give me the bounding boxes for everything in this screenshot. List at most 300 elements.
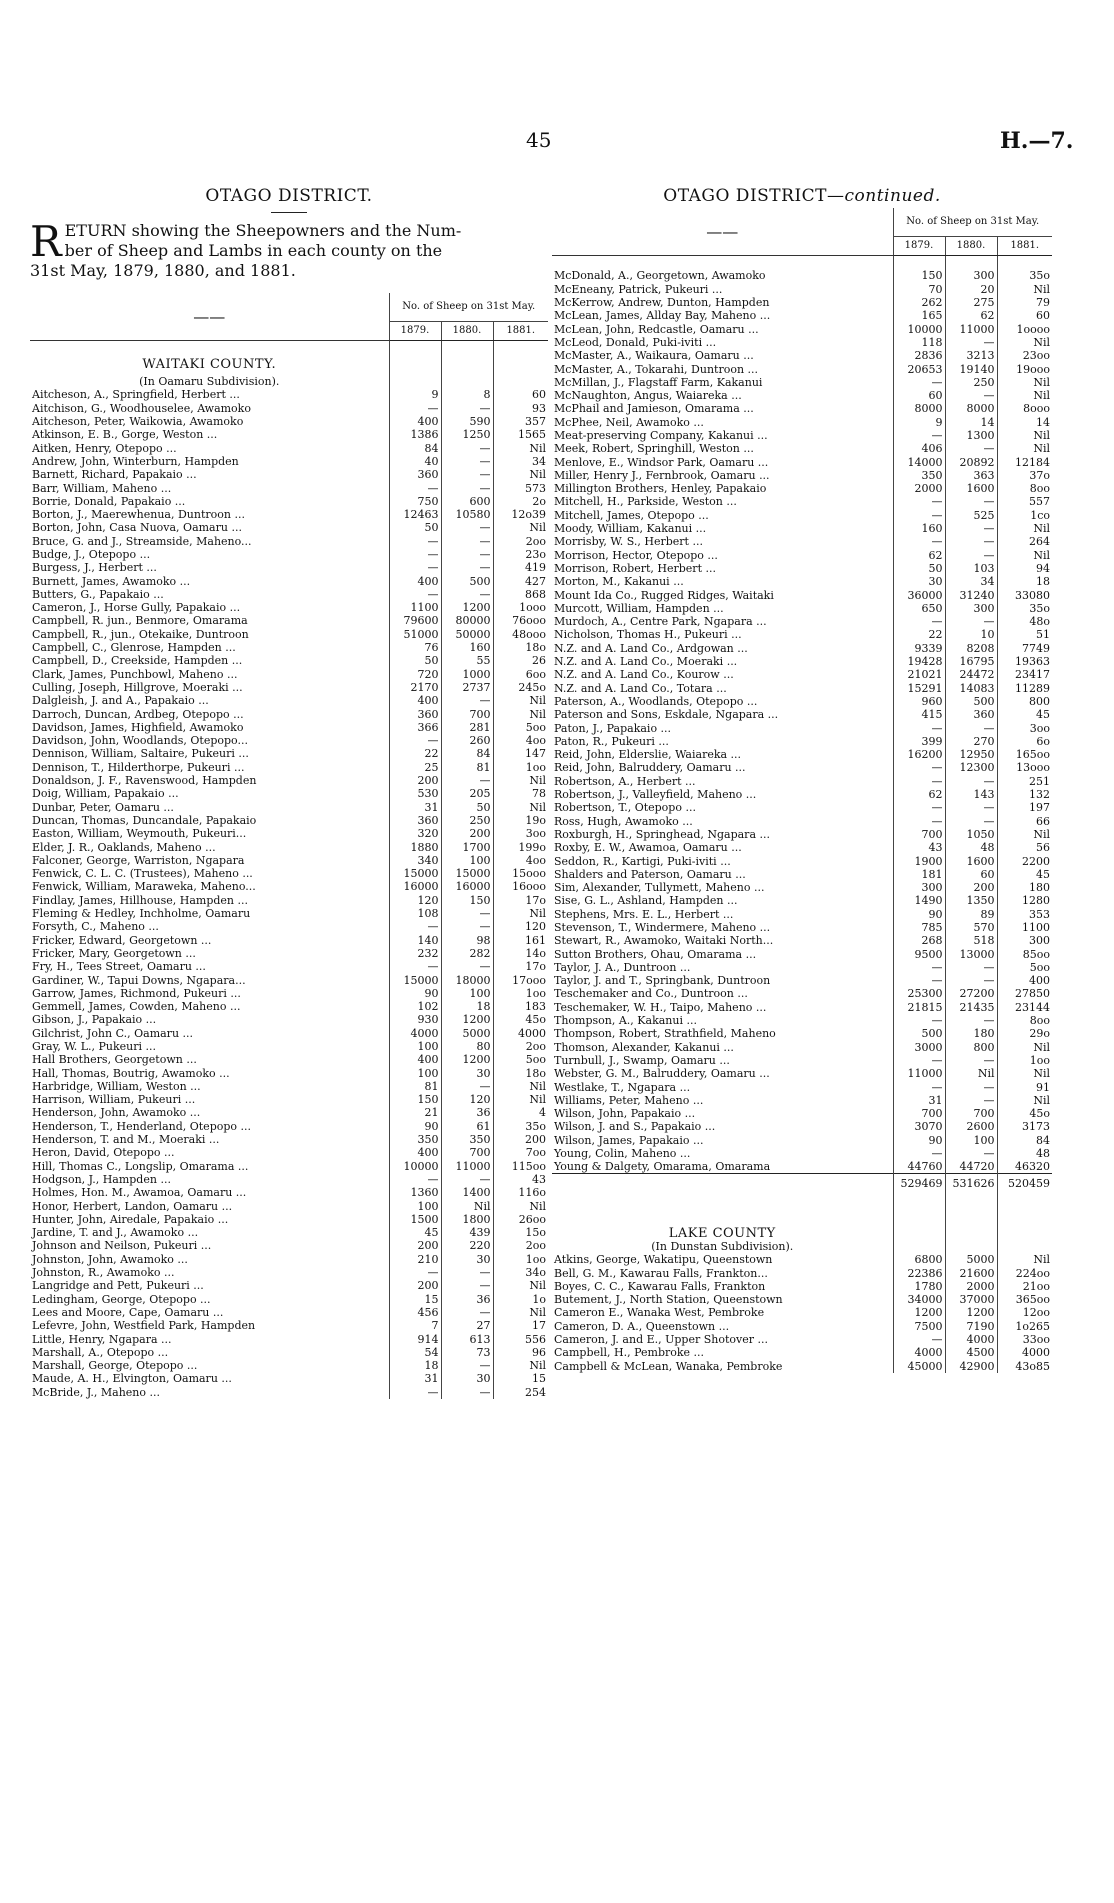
- table-row: [30, 1146, 548, 1159]
- count-1881: 35o: [997, 602, 1052, 615]
- table-row: [552, 402, 1052, 415]
- table-row: [30, 867, 548, 880]
- owner-name: Wilson, J. and S., Papakaio ...: [554, 1120, 716, 1134]
- table-row: [30, 1266, 548, 1279]
- count-1880: 1000: [441, 668, 493, 681]
- count-1880: 12300: [945, 761, 997, 774]
- owner-name: Boyes, C. C., Kawarau Falls, Frankton: [554, 1279, 766, 1293]
- count-1879: 84: [389, 441, 441, 454]
- count-1881: 8ooo: [997, 402, 1052, 415]
- owner-name: Findlay, James, Hillhouse, Hampden ...: [32, 893, 248, 907]
- owner-name: Harbridge, William, Weston ...: [32, 1079, 201, 1093]
- owner-name: Langridge and Pett, Pukeuri ...: [32, 1279, 204, 1293]
- page-number: 45: [526, 128, 552, 152]
- table-row: [552, 1160, 1052, 1174]
- table-row: [552, 934, 1052, 947]
- table-row: [30, 1239, 548, 1252]
- table-row: [30, 508, 548, 521]
- table-row: [552, 482, 1052, 495]
- table-row: [552, 1001, 1052, 1014]
- count-1879: —: [389, 734, 441, 747]
- count-1881: 1565: [493, 428, 548, 441]
- count-1879: —: [893, 1147, 945, 1160]
- count-1880: 100: [441, 987, 493, 1000]
- count-1881: 94: [997, 562, 1052, 575]
- table-row: [30, 1093, 548, 1106]
- owner-name: Borrie, Donald, Papakaio ...: [32, 494, 186, 508]
- count-1879: 650: [893, 602, 945, 615]
- count-1881: 1100: [997, 921, 1052, 934]
- count-1879: 10000: [389, 1160, 441, 1173]
- count-1880: 700: [441, 1146, 493, 1159]
- count-1879: 1900: [893, 854, 945, 867]
- table-row: [552, 362, 1052, 375]
- owner-name: Mitchell, James, Otepopo ...: [554, 508, 709, 522]
- count-1879: 45: [389, 1226, 441, 1239]
- count-1881: Nil: [493, 707, 548, 720]
- table-row: [30, 1106, 548, 1119]
- count-1880: 80000: [441, 614, 493, 627]
- table-row: [552, 1320, 1052, 1333]
- table-row: [552, 868, 1052, 881]
- count-1881: 96: [493, 1346, 548, 1359]
- count-1879: 1200: [893, 1306, 945, 1319]
- count-1879: —: [389, 588, 441, 601]
- count-1881: Nil: [493, 1306, 548, 1319]
- table-row: [552, 735, 1052, 748]
- count-1881: 18: [997, 575, 1052, 588]
- count-1880: —: [441, 548, 493, 561]
- count-1880: 275: [945, 296, 997, 309]
- section-title: WAITAKI COUNTY.: [142, 356, 277, 372]
- count-1881: 48o: [997, 615, 1052, 628]
- count-1879: —: [893, 376, 945, 389]
- count-1881: Nil: [997, 376, 1052, 389]
- header-group: No. of Sheep on 31st May.: [893, 208, 1052, 237]
- count-1880: 27: [441, 1319, 493, 1332]
- count-1881: 264: [997, 535, 1052, 548]
- table-row: [30, 1279, 548, 1292]
- count-1880: 84: [441, 747, 493, 760]
- count-1880: 200: [945, 881, 997, 894]
- count-1881: 5oo: [997, 961, 1052, 974]
- owner-name: Budge, J., Otepopo ...: [32, 548, 151, 561]
- count-1881: 800: [997, 695, 1052, 708]
- count-1879: 25300: [893, 987, 945, 1000]
- count-1881: Nil: [997, 1067, 1052, 1080]
- count-1879: —: [389, 561, 441, 574]
- count-1879: 100: [389, 1040, 441, 1053]
- count-1880: 30: [441, 1066, 493, 1079]
- count-1879: —: [893, 801, 945, 814]
- table-row: [30, 402, 548, 415]
- count-1879: 400: [389, 1146, 441, 1159]
- owner-name: Moody, William, Kakanui ...: [554, 522, 707, 536]
- count-1881: 18o: [493, 641, 548, 654]
- owner-name: Gilchrist, John C., Oamaru ...: [32, 1026, 194, 1040]
- count-1879: 360: [389, 814, 441, 827]
- count-1880: 360: [945, 708, 997, 721]
- table-row: [30, 654, 548, 667]
- count-1881: 557: [997, 495, 1052, 508]
- count-1880: —: [441, 774, 493, 787]
- count-1880: 100: [945, 1134, 997, 1147]
- count-1881: Nil: [997, 522, 1052, 535]
- count-1880: 500: [441, 574, 493, 587]
- owner-name: Gibson, J., Papakaio ...: [32, 1013, 157, 1027]
- table-row: [30, 814, 548, 827]
- count-1879: 1780: [893, 1280, 945, 1293]
- count-1879: 31: [389, 1372, 441, 1385]
- table-row: [30, 721, 548, 734]
- table-row: [552, 1293, 1052, 1306]
- owner-name: Fricker, Mary, Georgetown ...: [32, 946, 196, 960]
- count-1881: 15o: [493, 1226, 548, 1239]
- table-row: [552, 655, 1052, 668]
- count-1881: 6oo: [493, 668, 548, 681]
- count-1879: 16200: [893, 748, 945, 761]
- count-1879: 750: [389, 495, 441, 508]
- owner-name: Aitken, Henry, Otepopo ...: [32, 441, 177, 455]
- count-1879: 90: [389, 1120, 441, 1133]
- count-1881: Nil: [997, 1041, 1052, 1054]
- count-1881: 1280: [997, 894, 1052, 907]
- owner-name: Maude, A. H., Elvington, Oamaru ...: [32, 1372, 232, 1386]
- owner-name: Butters, G., Papakaio ...: [32, 587, 164, 601]
- count-1881: 45o: [493, 1013, 548, 1026]
- count-1880: —: [945, 1094, 997, 1107]
- title-rule: [271, 212, 307, 213]
- count-1881: Nil: [997, 429, 1052, 442]
- count-1879: —: [893, 429, 945, 442]
- table-row: [30, 880, 548, 893]
- count-1879: 90: [893, 1134, 945, 1147]
- table-row: [552, 695, 1052, 708]
- owner-name: McLeod, Donald, Puki-iviti ...: [554, 335, 717, 349]
- count-1880: 21600: [945, 1266, 997, 1279]
- table-row: [30, 774, 548, 787]
- owner-name: Johnston, John, Awamoko ...: [32, 1252, 188, 1266]
- count-1880: 12950: [945, 748, 997, 761]
- count-1880: 31240: [945, 588, 997, 601]
- intro-line: 31st May, 1879, 1880, and 1881.: [30, 261, 296, 280]
- count-1881: Nil: [997, 389, 1052, 402]
- table-row: [30, 535, 548, 548]
- count-1880: 250: [441, 814, 493, 827]
- count-1879: 120: [389, 894, 441, 907]
- count-1880: —: [441, 1080, 493, 1093]
- count-1879: 79600: [389, 614, 441, 627]
- count-1881: 353: [997, 908, 1052, 921]
- owner-name: Barr, William, Maheno ...: [32, 481, 172, 495]
- table-row: [552, 1080, 1052, 1093]
- count-1880: 1200: [441, 601, 493, 614]
- table-row: [30, 827, 548, 840]
- table-row: [30, 1080, 548, 1093]
- count-1880: 20892: [945, 455, 997, 468]
- count-1881: 573: [493, 481, 548, 494]
- count-1879: 100: [389, 1066, 441, 1079]
- count-1880: 11000: [441, 1160, 493, 1173]
- table-row: [30, 894, 548, 907]
- count-1881: 120: [493, 920, 548, 933]
- count-1879: 350: [389, 1133, 441, 1146]
- count-1879: 15291: [893, 682, 945, 695]
- table-row: [552, 509, 1052, 522]
- owner-name: Henderson, T. and M., Moeraki ...: [32, 1133, 220, 1147]
- right-title-main: OTAGO DISTRICT—: [663, 186, 845, 206]
- count-1881: 200: [493, 1133, 548, 1146]
- owner-name: Campbell, D., Creekside, Hampden ...: [32, 654, 243, 668]
- count-1879: 21021: [893, 668, 945, 681]
- owner-name: Fry, H., Tees Street, Oamaru ...: [32, 960, 206, 974]
- count-1880: 14: [945, 416, 997, 429]
- count-1881: 868: [493, 588, 548, 601]
- owner-name: Taylor, J. A., Duntroon ...: [554, 960, 691, 974]
- count-1881: 7oo: [493, 1146, 548, 1159]
- owner-name: McLean, James, Allday Bay, Maheno ...: [554, 309, 771, 323]
- table-row: [30, 1253, 548, 1266]
- table-row: [30, 1160, 548, 1173]
- owner-name: Meek, Robert, Springhill, Weston ...: [554, 442, 754, 456]
- count-1880: 37000: [945, 1293, 997, 1306]
- count-1881: 60: [997, 309, 1052, 322]
- count-1880: 1800: [441, 1213, 493, 1226]
- count-1881: Nil: [493, 441, 548, 454]
- table-row: [30, 1027, 548, 1040]
- count-1879: —: [893, 495, 945, 508]
- table-row: [552, 1174, 1052, 1193]
- owner-name: N.Z. and A. Land Co., Totara ...: [554, 681, 727, 695]
- count-1879: 62: [893, 549, 945, 562]
- count-1879: 15000: [389, 973, 441, 986]
- count-1879: 530: [389, 787, 441, 800]
- count-1881: 12oo: [997, 1306, 1052, 1319]
- owner-name: Morrison, Hector, Otepopo ...: [554, 548, 718, 562]
- table-row: [30, 1066, 548, 1079]
- count-1880: 4500: [945, 1346, 997, 1359]
- count-1879: 43: [893, 841, 945, 854]
- count-1879: 60: [893, 389, 945, 402]
- owner-name: Garrow, James, Richmond, Pukeuri ...: [32, 986, 241, 1000]
- count-1879: —: [389, 548, 441, 561]
- count-1879: 406: [893, 442, 945, 455]
- count-1881: 1oo: [493, 1253, 548, 1266]
- count-1881: 161: [493, 933, 548, 946]
- owner-name: Paterson and Sons, Eskdale, Ngapara ...: [554, 708, 779, 722]
- count-1879: 4000: [389, 1027, 441, 1040]
- count-1881: 427: [493, 574, 548, 587]
- left-sheep-table: [30, 293, 548, 1399]
- header-year-1879: 1879.: [893, 237, 945, 256]
- count-1879: 36000: [893, 588, 945, 601]
- table-row: [552, 349, 1052, 362]
- table-row: [552, 1147, 1052, 1160]
- count-1880: 2737: [441, 681, 493, 694]
- count-1880: 20: [945, 283, 997, 296]
- count-1881: 84: [997, 1134, 1052, 1147]
- count-1880: 270: [945, 735, 997, 748]
- owner-name: Forsyth, C., Maheno ...: [32, 920, 159, 934]
- count-1880: 1200: [441, 1053, 493, 1066]
- count-1881: 27850: [997, 987, 1052, 1000]
- count-1880: 300: [945, 269, 997, 282]
- table-row: [552, 1333, 1052, 1346]
- count-1879: 76: [389, 641, 441, 654]
- count-1881: 16ooo: [493, 880, 548, 893]
- count-1881: 2oo: [493, 535, 548, 548]
- count-1880: —: [945, 535, 997, 548]
- table-row: [552, 682, 1052, 695]
- count-1881: 11289: [997, 682, 1052, 695]
- table-row: [30, 787, 548, 800]
- owner-name: Campbell, C., Glenrose, Hampden ...: [32, 641, 236, 655]
- count-1881: 46320: [997, 1160, 1052, 1174]
- count-1879: —: [893, 615, 945, 628]
- count-1881: 556: [493, 1332, 548, 1345]
- count-1881: 35o: [997, 269, 1052, 282]
- count-1879: 150: [389, 1093, 441, 1106]
- count-1879: 2000: [893, 482, 945, 495]
- owner-name: Cameron, J. and E., Upper Shotover ...: [554, 1333, 768, 1346]
- count-1879: 16000: [389, 880, 441, 893]
- table-row: [552, 322, 1052, 335]
- count-1880: 30: [441, 1372, 493, 1385]
- count-1880: 600: [441, 495, 493, 508]
- table-row: [552, 788, 1052, 801]
- count-1880: —: [441, 960, 493, 973]
- count-1881: 17o: [493, 960, 548, 973]
- count-1879: 90: [893, 908, 945, 921]
- count-1881: 17: [493, 1319, 548, 1332]
- count-1880: —: [441, 481, 493, 494]
- owner-name: Menlove, E., Windsor Park, Oamaru ...: [554, 455, 769, 469]
- count-1880: 350: [441, 1133, 493, 1146]
- count-1880: 36: [441, 1292, 493, 1305]
- count-1879: 22: [893, 628, 945, 641]
- table-row: [30, 455, 548, 468]
- table-row: [552, 588, 1052, 601]
- count-1881: 17ooo: [493, 973, 548, 986]
- count-1880: 11000: [945, 322, 997, 335]
- owner-name: Campbell, H., Pembroke ...: [554, 1346, 705, 1360]
- count-1879: 268: [893, 934, 945, 947]
- count-1880: 48: [945, 841, 997, 854]
- count-1881: 251: [997, 775, 1052, 788]
- table-row: [30, 761, 548, 774]
- count-1880: 260: [441, 734, 493, 747]
- count-1880: —: [441, 535, 493, 548]
- table-row: [30, 495, 548, 508]
- count-1880: 1250: [441, 428, 493, 441]
- table-row: [30, 428, 548, 441]
- count-1880: —: [945, 721, 997, 734]
- owner-name: Paterson, A., Woodlands, Otepopo ...: [554, 694, 758, 708]
- section-subtitle: (In Oamaru Subdivision).: [139, 375, 280, 389]
- count-1880: 27200: [945, 987, 997, 1000]
- count-1879: 3000: [893, 1041, 945, 1054]
- owner-name: [552, 1174, 893, 1193]
- count-1880: 42900: [945, 1359, 997, 1372]
- table-row: [552, 469, 1052, 482]
- count-1881: 48: [997, 1147, 1052, 1160]
- count-1879: —: [389, 535, 441, 548]
- count-1881: 2oo: [493, 1239, 548, 1252]
- count-1881: 12184: [997, 455, 1052, 468]
- count-1881: 400: [997, 974, 1052, 987]
- count-1880: 590: [441, 415, 493, 428]
- count-1881: 180: [997, 881, 1052, 894]
- count-1880: 1200: [441, 1013, 493, 1026]
- count-1881: 4: [493, 1106, 548, 1119]
- table-row: [552, 748, 1052, 761]
- count-1880: —: [945, 615, 997, 628]
- table-row: [30, 707, 548, 720]
- owner-name: Atkins, George, Wakatipu, Queenstown: [554, 1253, 773, 1267]
- count-1879: —: [893, 509, 945, 522]
- table-row: [30, 548, 548, 561]
- owner-name: Thomson, Alexander, Kakanui ...: [554, 1040, 734, 1054]
- count-1879: —: [389, 1386, 441, 1399]
- count-1879: 50: [893, 562, 945, 575]
- count-1881: 14o: [493, 947, 548, 960]
- count-1879: 50: [389, 654, 441, 667]
- header-group: No. of Sheep on 31st May.: [389, 293, 548, 322]
- count-1879: 400: [389, 574, 441, 587]
- owner-name: Bell, G. M., Kawarau Falls, Frankton...: [554, 1266, 768, 1280]
- count-1881: 60: [493, 388, 548, 401]
- table-row: [552, 721, 1052, 734]
- count-1880: 8: [441, 388, 493, 401]
- count-1880: 50000: [441, 628, 493, 641]
- count-1879: 21815: [893, 1001, 945, 1014]
- count-1881: 15: [493, 1372, 548, 1385]
- count-1880: 1400: [441, 1186, 493, 1199]
- owner-name: Dennison, William, Saltaire, Pukeuri ...: [32, 747, 249, 761]
- owner-name: Hodgson, J., Hampden ...: [32, 1172, 171, 1186]
- count-1881: 19363: [997, 655, 1052, 668]
- count-1881: 51: [997, 628, 1052, 641]
- table-row: [30, 920, 548, 933]
- owner-name: Butement, J., North Station, Queenstown: [554, 1293, 783, 1307]
- count-1881: 199o: [493, 840, 548, 853]
- owner-name: Nicholson, Thomas H., Pukeuri ...: [554, 628, 742, 642]
- count-1881: 45o: [997, 1107, 1052, 1120]
- count-1881: Nil: [493, 1080, 548, 1093]
- count-1879: 11000: [893, 1067, 945, 1080]
- count-1881: 13ooo: [997, 761, 1052, 774]
- owner-name: Young & Dalgety, Omarama, Omarama: [554, 1160, 771, 1174]
- count-1881: Nil: [493, 1093, 548, 1106]
- count-1881: 79: [997, 296, 1052, 309]
- count-1881: 1co: [997, 509, 1052, 522]
- count-1880: —: [441, 468, 493, 481]
- count-1881: 18o: [493, 1066, 548, 1079]
- table-row: [30, 1120, 548, 1133]
- count-1880: 5000: [441, 1027, 493, 1040]
- table-row: [30, 668, 548, 681]
- count-1879: 529469: [893, 1174, 945, 1193]
- table-row: [552, 881, 1052, 894]
- owner-name: McMillan, J., Flagstaff Farm, Kakanui: [554, 375, 763, 389]
- count-1879: 102: [389, 1000, 441, 1013]
- count-1881: 15ooo: [493, 867, 548, 880]
- table-row: [30, 734, 548, 747]
- count-1881: 33oo: [997, 1333, 1052, 1346]
- count-1879: 20653: [893, 362, 945, 375]
- owner-name: Meat-preserving Company, Kakanui ...: [554, 429, 768, 442]
- table-row: [30, 481, 548, 494]
